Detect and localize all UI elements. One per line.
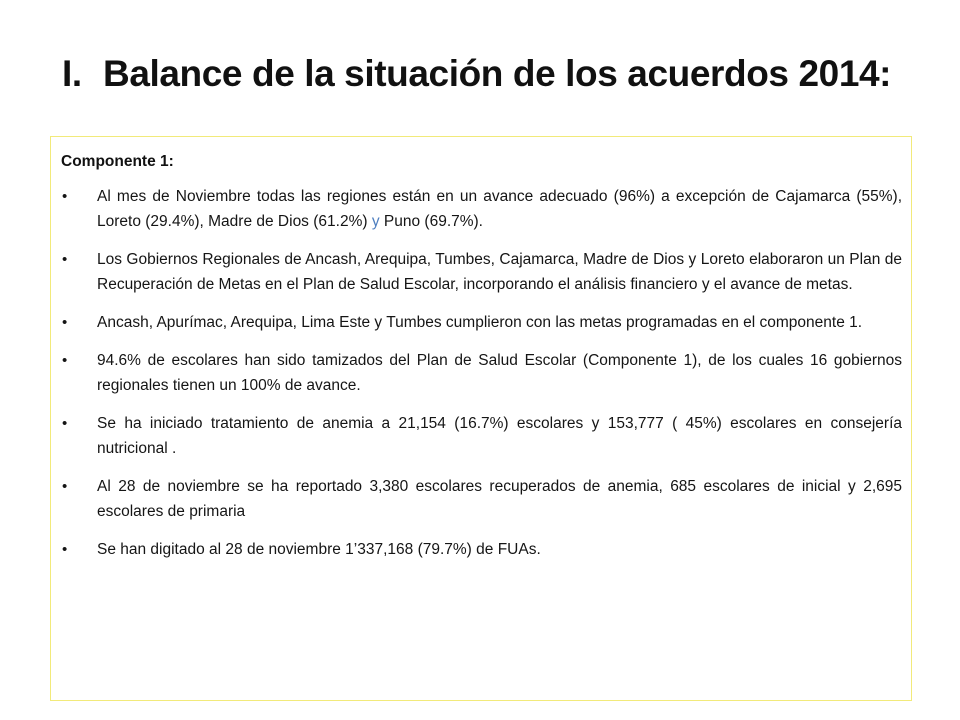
bullet-text-before: Al mes de Noviembre todas las regiones están en un avance adecuado (96%) a excepción de Cajamarca (55%), Loreto (29.4%), Madre de Dios (61.2%) — [97, 188, 902, 230]
bullet-text: Se han digitado al 28 de noviembre 1’337,168 (79.7%) de FUAs. — [97, 541, 541, 558]
bullet-list — [61, 184, 902, 562]
bullet-text: Se ha iniciado tratamiento de anemia a 21,154 (16.7%) escolares y 153,777 ( 45%) escolares en consejería nutricional . — [97, 415, 902, 457]
bullet-icon: • — [62, 314, 68, 331]
bullet-icon: • — [62, 478, 68, 495]
title-text: Balance de la situación de los acuerdos 2014: — [103, 53, 892, 94]
bullet-item-recovered — [61, 474, 902, 524]
bullet-item-regions-progress — [61, 184, 902, 234]
slide-title — [62, 44, 922, 104]
bullet-item-anemia-treatment — [61, 411, 902, 461]
component-heading: Componente 1: — [61, 153, 174, 170]
bullet-item-fuas — [61, 537, 902, 562]
bullet-icon: • — [62, 251, 68, 268]
title-number: I. — [62, 53, 82, 94]
bullet-icon: • — [62, 415, 68, 432]
bullet-icon: • — [62, 188, 68, 205]
bullet-item-goals-met — [61, 310, 902, 335]
bullet-icon: • — [62, 352, 68, 369]
bullet-text: Los Gobiernos Regionales de Ancash, Arequipa, Tumbes, Cajamarca, Madre de Dios y Loreto elaboraron un Plan de Recuperación de Metas en el Plan de Salud Escolar, incorporando el análisis financiero y el avance de metas. — [97, 251, 902, 293]
bullet-text-highlight: y — [367, 213, 384, 230]
bullet-item-screening — [61, 348, 902, 398]
bullet-icon: • — [62, 541, 68, 558]
bullet-text-after: Puno (69.7%). — [383, 213, 483, 230]
bullet-text: Al 28 de noviembre se ha reportado 3,380 escolares recuperados de anemia, 685 escolares de inicial y 2,695 escolares de primaria — [97, 478, 902, 520]
content-box — [50, 136, 912, 701]
bullet-text: Ancash, Apurímac, Arequipa, Lima Este y Tumbes cumplieron con las metas programadas en el componente 1. — [97, 314, 863, 331]
bullet-text: 94.6% de escolares han sido tamizados del Plan de Salud Escolar (Componente 1), de los cuales 16 gobiernos regionales tienen un 100% de avance. — [97, 352, 902, 394]
bullet-item-recovery-plan — [61, 247, 902, 297]
